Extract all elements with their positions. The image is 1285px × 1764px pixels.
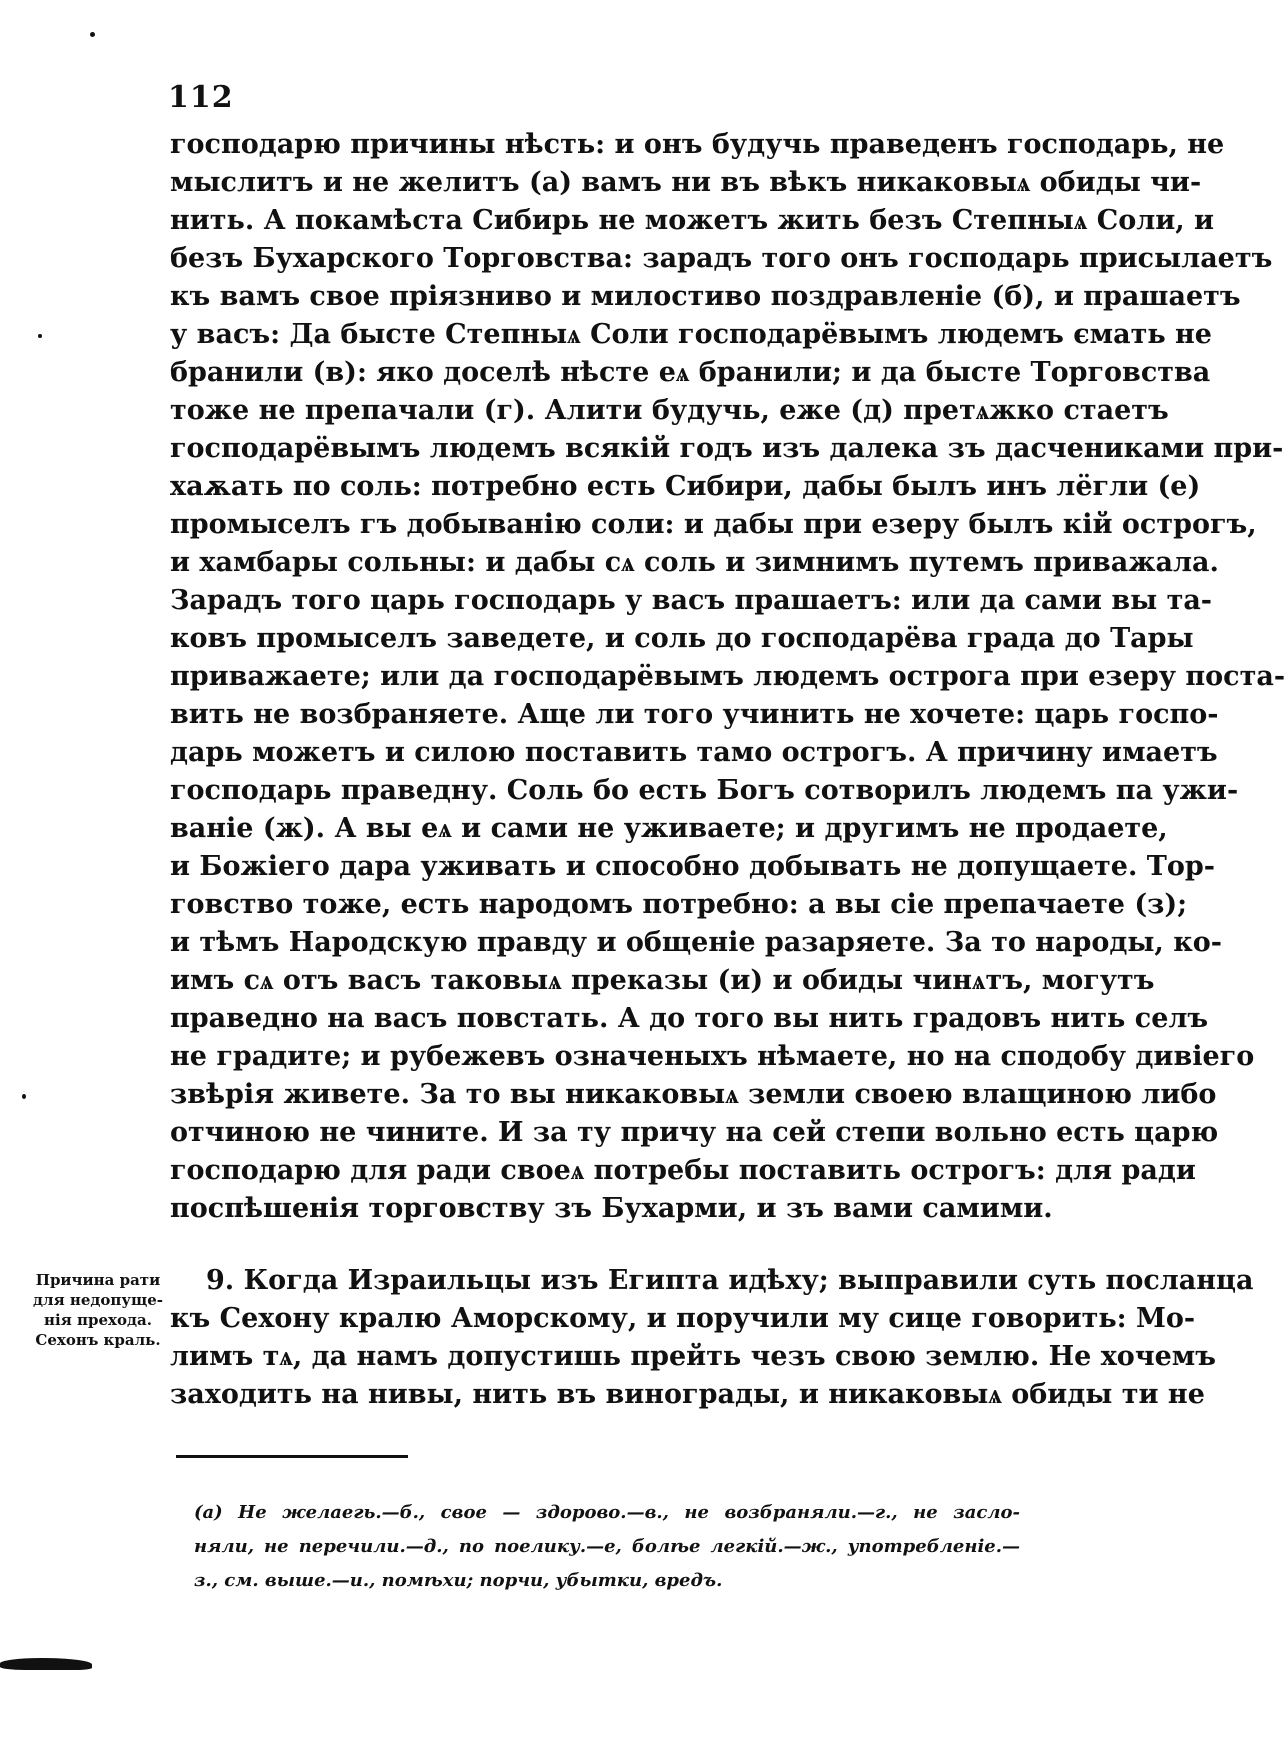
text-line: имъ сѧ отъ васъ таковыѧ преказы (и) и обиды чинѧтъ, могутъ	[170, 965, 1155, 996]
text-line: лимъ тѧ, да намъ допустишь прейть чезъ свою землю. Не хочемъ	[170, 1341, 1216, 1372]
print-speck	[90, 32, 95, 37]
text-line: къ Сехону кралю Аморскому, и поручили му сице говорить: Мо-	[170, 1303, 1196, 1334]
text-line: звѣрія живете. За то вы никаковыѧ земли своею влащиною либо	[170, 1079, 1217, 1110]
text-line: Зарадъ того царь господарь у васъ прашаетъ: или да сами вы та-	[170, 585, 1213, 616]
text-line: тоже не препачали (г). Алити будучь, еже (д) претѧжко стаетъ	[170, 395, 1169, 426]
margin-note-line: Причина рати	[35, 1271, 161, 1289]
text-line: ваніе (ж). А вы еѧ и сами не уживаете; и другимъ не продаете,	[170, 813, 1168, 844]
text-line: не градите; и рубежевъ означеныхъ нѣмаете, но на сподобу дивіего	[170, 1041, 1255, 1072]
text-line: господарь праведну. Соль бо есть Богъ сотворилъ людемъ па ужи-	[170, 775, 1239, 806]
text-line: нить. А покамѣста Сибирь не можетъ жить безъ Степныѧ Соли, и	[170, 205, 1215, 236]
text-line: господарю для ради своеѧ потребы поставить острогъ: для ради	[170, 1155, 1196, 1186]
print-speck	[38, 334, 42, 338]
footnote-line: няли, не перечили.—д., по поелику.—е, болѣе легкій.—ж., употребленіе.—	[194, 1536, 1020, 1557]
text-line: у васъ: Да быcте Степныѧ Соли господарёвымъ людемъ ємать не	[170, 319, 1212, 350]
footnotes	[194, 1496, 1020, 1598]
text-line: мыслитъ и не желитъ (а) вамъ ни въ вѣкъ никаковыѧ обиды чи-	[170, 167, 1202, 198]
text-line: и тѣмъ Народскую правду и общеніе разаряете. За то народы, ко-	[170, 927, 1222, 958]
text-line: хаѫать по соль: потребно есть Сибири, дабы былъ инъ лёгли (е)	[170, 471, 1201, 502]
text-line: поспѣшенія торговству зъ Бухарми, и зъ вами самими.	[170, 1193, 1053, 1224]
text-line: господарёвымъ людемъ всякій годъ изъ далека зъ дасчениками при-	[170, 433, 1284, 464]
text-line: ковъ промыселъ заведете, и соль до господарёва града до Тары	[170, 623, 1194, 654]
text-line: бранили (в): яко доселѣ нѣсте еѧ бранили; и да быcте Торговства	[170, 357, 1211, 388]
text-line: праведно на васъ повстать. А до того вы нить градовъ нить селъ	[170, 1003, 1209, 1034]
text-line: 9. Когда Израильцы изъ Египта идѣху; выправили суть посланца	[206, 1265, 1254, 1296]
text-line: говство тоже, есть народомъ потребно: а вы сіе препачаете (з);	[170, 889, 1188, 920]
text-line: заходить на нивы, нить въ винограды, и никаковыѧ обиды ти не	[170, 1379, 1205, 1410]
text-line: вить не возбраняете. Аще ли того учинить не хочете: царь госпо-	[170, 699, 1219, 730]
text-line: къ вамъ свое пріязниво и милостиво поздравленіе (б), и прашаетъ	[170, 281, 1241, 312]
text-line: господарю причины нѣсть: и онъ будучь праведенъ господарь, не	[170, 129, 1225, 160]
text-line: отчиною не чините. И за ту причу на сей степи вольно есть царю	[170, 1117, 1219, 1148]
footnote-line: з., см. выше.—и., помѣхи; порчи, убытки, вредъ.	[194, 1570, 723, 1591]
footnote-line: (а) Не желаегь.—б., свое — здорово.—в., не возбраняли.—г., не засло-	[194, 1502, 1020, 1523]
text-line: и хамбары сольны: и дабы сѧ соль и зимнимъ путемъ приважала.	[170, 547, 1219, 578]
text-line: приважаете; или да господарёвымъ людемъ острога при езеру поста-	[170, 661, 1285, 692]
margin-note	[18, 1270, 178, 1350]
main-body-text	[170, 126, 1285, 1228]
page-number: 112	[168, 80, 234, 115]
margin-note-line: нія прехода.	[44, 1311, 152, 1329]
margin-note-line: Сехонъ краль.	[35, 1331, 161, 1349]
text-line: безъ Бухарского Торговства: зарадъ того онъ господарь присылаетъ	[170, 243, 1273, 274]
text-line: и Божіего дара уживать и способно добывать не допущаете. Тор-	[170, 851, 1215, 882]
margin-note-line: для недопуще-	[33, 1291, 163, 1309]
ink-blot	[0, 1658, 92, 1670]
text-line: промыселъ гъ добыванію соли: и дабы при езеру былъ кій острогъ,	[170, 509, 1257, 540]
footnote-divider	[176, 1455, 408, 1458]
print-speck	[22, 1094, 26, 1099]
text-line: дарь можетъ и силою поставить тамо острогъ. А причину имаетъ	[170, 737, 1218, 768]
section-9-text	[170, 1262, 1254, 1414]
